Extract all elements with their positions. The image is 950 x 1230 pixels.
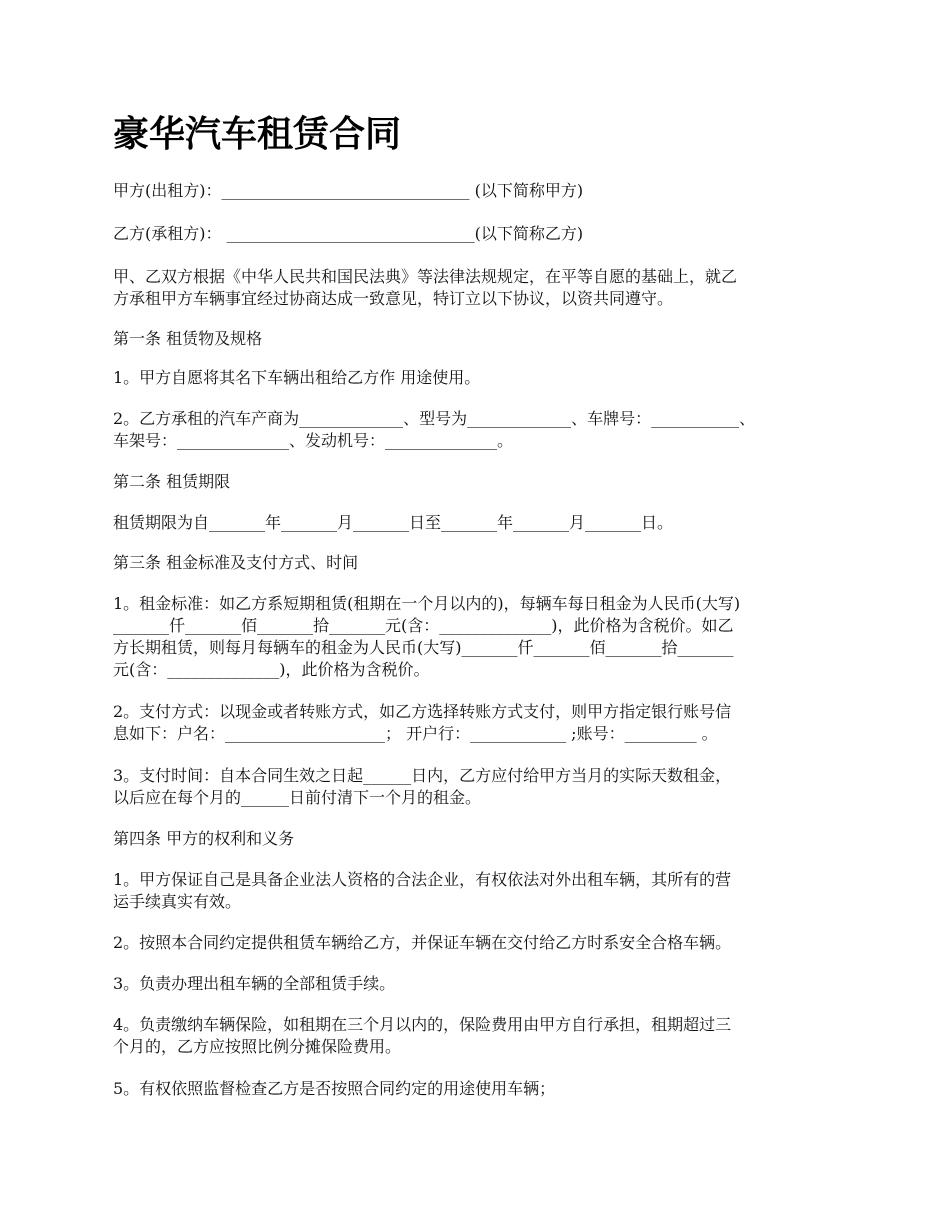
article-3-clause-3-line-2: 以后应在每个月的______日前付清下一个月的租金。 (113, 788, 482, 807)
article-4-clause-1-line-1: 1。甲方保证自己是具备企业法人资格的合法企业，有权依法对外出租车辆，其所有的营 (113, 870, 732, 889)
article-3-clause-1-line-3: 方长期租赁，则每月每辆车的租金为人民币(大写)_______仟_______佰_______拾_______ (113, 638, 734, 657)
document-title: 豪华汽车租赁合同 (113, 114, 402, 155)
article-3-clause-1-line-1: 1。租金标准：如乙方系短期租赁(租期在一个月以内的)，每辆车每日租金为人民币(大写) (113, 594, 741, 613)
article-1-clause-2-line-2: 车架号：______________、发动机号：______________。 (113, 431, 514, 450)
article-2-heading: 第二条 租赁期限 (113, 472, 231, 491)
article-3-clause-3-line-1: 3。支付时间：自本合同生效之日起______日内，乙方应付给甲方当月的实际天数租金， (113, 766, 732, 785)
party-a-line: 甲方(出租方)：_______________________________ (以下简称甲方) (113, 181, 584, 200)
article-3-clause-2-line-1: 2。支付方式：以现金或者转账方式，如乙方选择转账方式支付，则甲方指定银行账号信 (113, 702, 732, 721)
article-1-heading: 第一条 租赁物及规格 (113, 329, 263, 348)
article-2-clause: 租赁期限为自_______年_______月_______日至_______年_______月_______日。 (113, 513, 674, 532)
article-4-clause-4-line-1: 4。负责缴纳车辆保险，如租期在三个月以内的，保险费用由甲方自行承担，租期超过三 (113, 1015, 732, 1034)
article-4-clause-5: 5。有权依照监督检查乙方是否按照合同约定的用途使用车辆； (113, 1079, 556, 1098)
article-3-clause-1-line-2: _______仟_______佰_______拾_______元(含：______________)，此价格为含税价。如乙 (113, 616, 734, 635)
article-3-heading: 第三条 租金标准及支付方式、时间 (113, 553, 359, 572)
article-4-clause-2: 2。按照本合同约定提供租赁车辆给乙方，并保证车辆在交付给乙方时系安全合格车辆。 (113, 933, 732, 952)
article-3-clause-2-line-2: 息如下：户名：____________________； 开户行：____________ ;账号：_________ 。 (113, 724, 718, 743)
article-3-clause-1-line-4: 元(含：______________)，此价格为含税价。 (113, 660, 430, 679)
article-4-heading: 第四条 甲方的权利和义务 (113, 829, 295, 848)
article-1-clause-2-line-1: 2。乙方承租的汽车产商为_____________、型号为_____________、车牌号：___________、 (113, 409, 756, 428)
article-1-clause-1: 1。甲方自愿将其名下车辆出租给乙方作 用途使用。 (113, 368, 481, 387)
article-4-clause-1-line-2: 运手续真实有效。 (113, 892, 242, 911)
preamble-line-1: 甲、乙双方根据《中华人民共和国民法典》等法律法规规定，在平等自愿的基础上，就乙 (113, 267, 738, 286)
preamble-line-2: 方承租甲方车辆事宜经过协商达成一致意见，特订立以下协议，以资共同遵守。 (113, 289, 674, 308)
party-b-line: 乙方(承租方)： _______________________________(以下简称乙方) (113, 224, 584, 243)
article-4-clause-3: 3。负责办理出租车辆的全部租赁手续。 (113, 974, 396, 993)
article-4-clause-4-line-2: 个月的，乙方应按照比例分摊保险费用。 (113, 1037, 402, 1056)
